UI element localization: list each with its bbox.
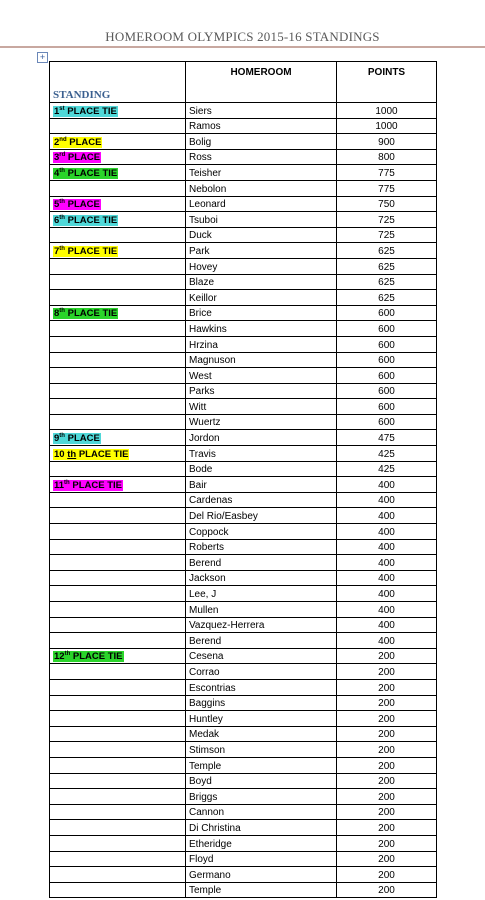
homeroom-cell: Witt: [186, 399, 337, 415]
points-cell: 600: [337, 305, 437, 321]
standing-cell: [50, 726, 186, 742]
table-row: [50, 165, 437, 181]
points-cell: 200: [337, 664, 437, 680]
table-move-handle-icon[interactable]: +: [37, 52, 48, 63]
place-label: PLACE: [64, 199, 100, 211]
standing-cell: [50, 477, 186, 493]
standing-cell: [50, 383, 186, 399]
standing-cell: [50, 103, 186, 119]
place-badge: [53, 199, 101, 210]
table-row: [50, 555, 437, 571]
standing-cell: [50, 742, 186, 758]
standing-cell: [50, 570, 186, 586]
points-cell: 200: [337, 882, 437, 898]
place-ordinal-suffix: th: [64, 479, 70, 486]
place-ordinal-suffix: rd: [59, 152, 66, 159]
points-cell: 600: [337, 399, 437, 415]
homeroom-cell: Etheridge: [186, 835, 337, 851]
table-row: [50, 570, 437, 586]
table-row: [50, 867, 437, 883]
place-badge: [53, 433, 101, 444]
points-cell: 400: [337, 570, 437, 586]
place-number: 1: [54, 105, 60, 117]
homeroom-cell: Temple: [186, 757, 337, 773]
standing-cell: [50, 414, 186, 430]
table-row: [50, 773, 437, 789]
place-label: PLACE TIE: [76, 448, 129, 460]
points-cell: 800: [337, 149, 437, 165]
standing-cell: [50, 446, 186, 462]
standing-cell: [50, 695, 186, 711]
place-label: PLACE TIE: [69, 479, 122, 491]
table-row: [50, 321, 437, 337]
table-row: [50, 586, 437, 602]
place-number: 2: [54, 136, 60, 148]
homeroom-cell: Di Christina: [186, 820, 337, 836]
standing-cell: [50, 492, 186, 508]
place-label: PLACE: [66, 136, 102, 148]
table-row: [50, 711, 437, 727]
place-badge: [53, 137, 102, 148]
place-badge: [53, 152, 101, 163]
table-row: [50, 336, 437, 352]
standing-cell: [50, 679, 186, 695]
points-cell: 725: [337, 227, 437, 243]
points-header: POINTS: [337, 62, 437, 103]
table-row: [50, 414, 437, 430]
homeroom-cell: Del Rio/Easbey: [186, 508, 337, 524]
table-row: [50, 368, 437, 384]
points-cell: 625: [337, 258, 437, 274]
points-cell: 200: [337, 789, 437, 805]
table-row: [50, 118, 437, 134]
points-cell: 625: [337, 290, 437, 306]
homeroom-cell: Wuertz: [186, 414, 337, 430]
table-row: [50, 243, 437, 259]
table-row: [50, 617, 437, 633]
homeroom-cell: Blaze: [186, 274, 337, 290]
table-row: [50, 196, 437, 212]
points-cell: 200: [337, 835, 437, 851]
place-label: PLACE TIE: [64, 245, 118, 257]
table-row: [50, 726, 437, 742]
standing-cell: [50, 134, 186, 150]
points-cell: 400: [337, 492, 437, 508]
points-cell: 750: [337, 196, 437, 212]
homeroom-cell: Travis: [186, 446, 337, 462]
table-row: [50, 134, 437, 150]
table-row: [50, 258, 437, 274]
table-row: [50, 383, 437, 399]
points-cell: 625: [337, 274, 437, 290]
points-cell: 775: [337, 180, 437, 196]
table-row: [50, 290, 437, 306]
standing-cell: [50, 321, 186, 337]
standing-cell: [50, 118, 186, 134]
place-number: 12: [54, 651, 65, 663]
standing-cell: [50, 867, 186, 883]
standing-cell: [50, 336, 186, 352]
points-cell: 475: [337, 430, 437, 446]
homeroom-cell: Boyd: [186, 773, 337, 789]
table-row: [50, 524, 437, 540]
standing-cell: [50, 368, 186, 384]
place-badge: [53, 449, 129, 460]
standing-cell: [50, 773, 186, 789]
points-cell: 400: [337, 477, 437, 493]
table-row: [50, 835, 437, 851]
place-ordinal-suffix: th: [67, 448, 77, 460]
table-row: [50, 149, 437, 165]
homeroom-cell: Huntley: [186, 711, 337, 727]
standing-cell: [50, 149, 186, 165]
standing-cell: [50, 165, 186, 181]
points-cell: 625: [337, 243, 437, 259]
points-cell: 900: [337, 134, 437, 150]
table-row: [50, 430, 437, 446]
homeroom-cell: Bode: [186, 461, 337, 477]
table-row: [50, 648, 437, 664]
points-cell: 725: [337, 212, 437, 228]
place-number: 8: [54, 308, 60, 320]
place-number: 3: [54, 152, 60, 164]
standing-cell: [50, 352, 186, 368]
homeroom-cell: Ramos: [186, 118, 337, 134]
homeroom-cell: Keillor: [186, 290, 337, 306]
homeroom-cell: Teisher: [186, 165, 337, 181]
standing-cell: [50, 290, 186, 306]
standing-header-label: STANDING: [53, 89, 111, 101]
homeroom-cell: Bolig: [186, 134, 337, 150]
points-cell: 200: [337, 773, 437, 789]
table-row: [50, 227, 437, 243]
standing-cell: [50, 180, 186, 196]
homeroom-cell: Roberts: [186, 539, 337, 555]
place-label: PLACE TIE: [64, 167, 118, 179]
place-number: 10: [54, 448, 68, 460]
standing-cell: [50, 757, 186, 773]
points-cell: 200: [337, 695, 437, 711]
place-label: PLACE TIE: [64, 308, 118, 320]
standings-table: [49, 61, 437, 898]
table-row: [50, 461, 437, 477]
points-cell: 600: [337, 414, 437, 430]
points-cell: 200: [337, 757, 437, 773]
points-cell: 200: [337, 711, 437, 727]
homeroom-cell: Escontrias: [186, 679, 337, 695]
points-cell: 200: [337, 726, 437, 742]
place-ordinal-suffix: nd: [59, 136, 67, 143]
homeroom-cell: Siers: [186, 103, 337, 119]
place-number: 7: [54, 245, 60, 257]
standing-header: [50, 62, 186, 103]
standing-cell: [50, 227, 186, 243]
place-number: 4: [54, 167, 60, 179]
table-row: [50, 742, 437, 758]
homeroom-cell: Duck: [186, 227, 337, 243]
homeroom-cell: Ross: [186, 149, 337, 165]
place-ordinal-suffix: th: [59, 167, 65, 174]
title-divider: [0, 46, 485, 48]
homeroom-cell: Hovey: [186, 258, 337, 274]
standing-cell: [50, 835, 186, 851]
standing-cell: [50, 243, 186, 259]
table-row: [50, 539, 437, 555]
homeroom-cell: Jackson: [186, 570, 337, 586]
place-ordinal-suffix: th: [59, 199, 65, 206]
place-badge: [53, 246, 118, 257]
homeroom-cell: Cesena: [186, 648, 337, 664]
points-cell: 200: [337, 742, 437, 758]
table-row: [50, 804, 437, 820]
table-row: [50, 508, 437, 524]
points-cell: 425: [337, 461, 437, 477]
table-row: [50, 399, 437, 415]
standing-cell: [50, 602, 186, 618]
header-row: [50, 62, 437, 103]
homeroom-cell: Nebolon: [186, 180, 337, 196]
place-ordinal-suffix: th: [59, 214, 65, 221]
table-row: [50, 446, 437, 462]
points-cell: 400: [337, 539, 437, 555]
place-number: 11: [54, 479, 65, 491]
standing-cell: [50, 539, 186, 555]
homeroom-cell: Baggins: [186, 695, 337, 711]
place-label: PLACE TIE: [70, 651, 123, 663]
table-row: [50, 602, 437, 618]
points-cell: 425: [337, 446, 437, 462]
homeroom-cell: Brice: [186, 305, 337, 321]
table-row: [50, 274, 437, 290]
homeroom-cell: Parks: [186, 383, 337, 399]
standing-cell: [50, 430, 186, 446]
homeroom-cell: Vazquez-Herrera: [186, 617, 337, 633]
place-ordinal-suffix: th: [59, 245, 65, 252]
standing-cell: [50, 851, 186, 867]
points-cell: 600: [337, 336, 437, 352]
standing-cell: [50, 820, 186, 836]
standing-cell: [50, 617, 186, 633]
table-row: [50, 882, 437, 898]
standing-cell: [50, 305, 186, 321]
table-row: [50, 664, 437, 680]
homeroom-cell: Floyd: [186, 851, 337, 867]
points-cell: 400: [337, 602, 437, 618]
points-cell: 600: [337, 321, 437, 337]
place-label: PLACE TIE: [64, 214, 118, 226]
table-row: [50, 679, 437, 695]
points-cell: 600: [337, 368, 437, 384]
standing-cell: [50, 461, 186, 477]
table-body: [50, 103, 437, 898]
place-ordinal-suffix: th: [64, 651, 71, 658]
place-label: PLACE: [65, 152, 101, 164]
homeroom-cell: Corrao: [186, 664, 337, 680]
points-cell: 400: [337, 586, 437, 602]
points-cell: 200: [337, 851, 437, 867]
table-row: [50, 477, 437, 493]
place-label: PLACE TIE: [64, 105, 117, 117]
standing-cell: [50, 524, 186, 540]
place-badge: [53, 308, 118, 319]
table-row: [50, 851, 437, 867]
homeroom-cell: Medak: [186, 726, 337, 742]
points-cell: 600: [337, 352, 437, 368]
points-cell: 400: [337, 524, 437, 540]
homeroom-cell: Bair: [186, 477, 337, 493]
place-badge: [53, 168, 118, 179]
points-cell: 200: [337, 679, 437, 695]
points-cell: 600: [337, 383, 437, 399]
points-cell: 1000: [337, 103, 437, 119]
place-ordinal-suffix: st: [59, 105, 65, 112]
standing-cell: [50, 258, 186, 274]
points-cell: 200: [337, 804, 437, 820]
standing-cell: [50, 664, 186, 680]
homeroom-cell: Park: [186, 243, 337, 259]
table-row: [50, 820, 437, 836]
points-cell: 775: [337, 165, 437, 181]
homeroom-cell: Germano: [186, 867, 337, 883]
homeroom-cell: Lee, J: [186, 586, 337, 602]
place-number: 5: [54, 199, 60, 211]
homeroom-cell: Hawkins: [186, 321, 337, 337]
table-row: [50, 352, 437, 368]
table-row: [50, 103, 437, 119]
points-cell: 400: [337, 633, 437, 649]
standing-cell: [50, 586, 186, 602]
homeroom-cell: Magnuson: [186, 352, 337, 368]
standing-cell: [50, 804, 186, 820]
standing-cell: [50, 274, 186, 290]
homeroom-cell: Cannon: [186, 804, 337, 820]
table-row: [50, 492, 437, 508]
homeroom-cell: Stimson: [186, 742, 337, 758]
table-row: [50, 633, 437, 649]
homeroom-cell: Temple: [186, 882, 337, 898]
points-cell: 400: [337, 617, 437, 633]
table-row: [50, 212, 437, 228]
homeroom-cell: Hrzina: [186, 336, 337, 352]
table-row: [50, 180, 437, 196]
points-cell: 200: [337, 867, 437, 883]
table-row: [50, 695, 437, 711]
homeroom-cell: Mullen: [186, 602, 337, 618]
homeroom-cell: Jordon: [186, 430, 337, 446]
points-cell: 200: [337, 820, 437, 836]
place-number: 6: [54, 214, 60, 226]
standing-cell: [50, 508, 186, 524]
place-ordinal-suffix: th: [59, 308, 65, 315]
standing-cell: [50, 789, 186, 805]
homeroom-cell: Leonard: [186, 196, 337, 212]
place-ordinal-suffix: th: [59, 433, 65, 440]
standing-cell: [50, 196, 186, 212]
standing-cell: [50, 711, 186, 727]
table-row: [50, 305, 437, 321]
homeroom-cell: Cardenas: [186, 492, 337, 508]
homeroom-cell: Tsuboi: [186, 212, 337, 228]
points-cell: 400: [337, 555, 437, 571]
standing-cell: [50, 555, 186, 571]
points-cell: 200: [337, 648, 437, 664]
points-cell: 400: [337, 508, 437, 524]
standing-cell: [50, 212, 186, 228]
place-badge: [53, 651, 124, 662]
place-number: 9: [54, 433, 60, 445]
place-badge: [53, 106, 118, 117]
place-label: PLACE: [64, 433, 100, 445]
points-cell: 1000: [337, 118, 437, 134]
table-row: [50, 757, 437, 773]
document-title: HOMEROOM OLYMPICS 2015-16 STANDINGS: [105, 29, 380, 44]
standing-cell: [50, 633, 186, 649]
homeroom-cell: Berend: [186, 555, 337, 571]
place-badge: [53, 480, 123, 491]
standing-cell: [50, 399, 186, 415]
homeroom-cell: Coppock: [186, 524, 337, 540]
standing-cell: [50, 882, 186, 898]
place-badge: [53, 215, 118, 226]
homeroom-cell: Briggs: [186, 789, 337, 805]
table-row: [50, 789, 437, 805]
homeroom-cell: Berend: [186, 633, 337, 649]
standing-cell: [50, 648, 186, 664]
homeroom-header: HOMEROOM: [186, 62, 337, 103]
homeroom-cell: West: [186, 368, 337, 384]
